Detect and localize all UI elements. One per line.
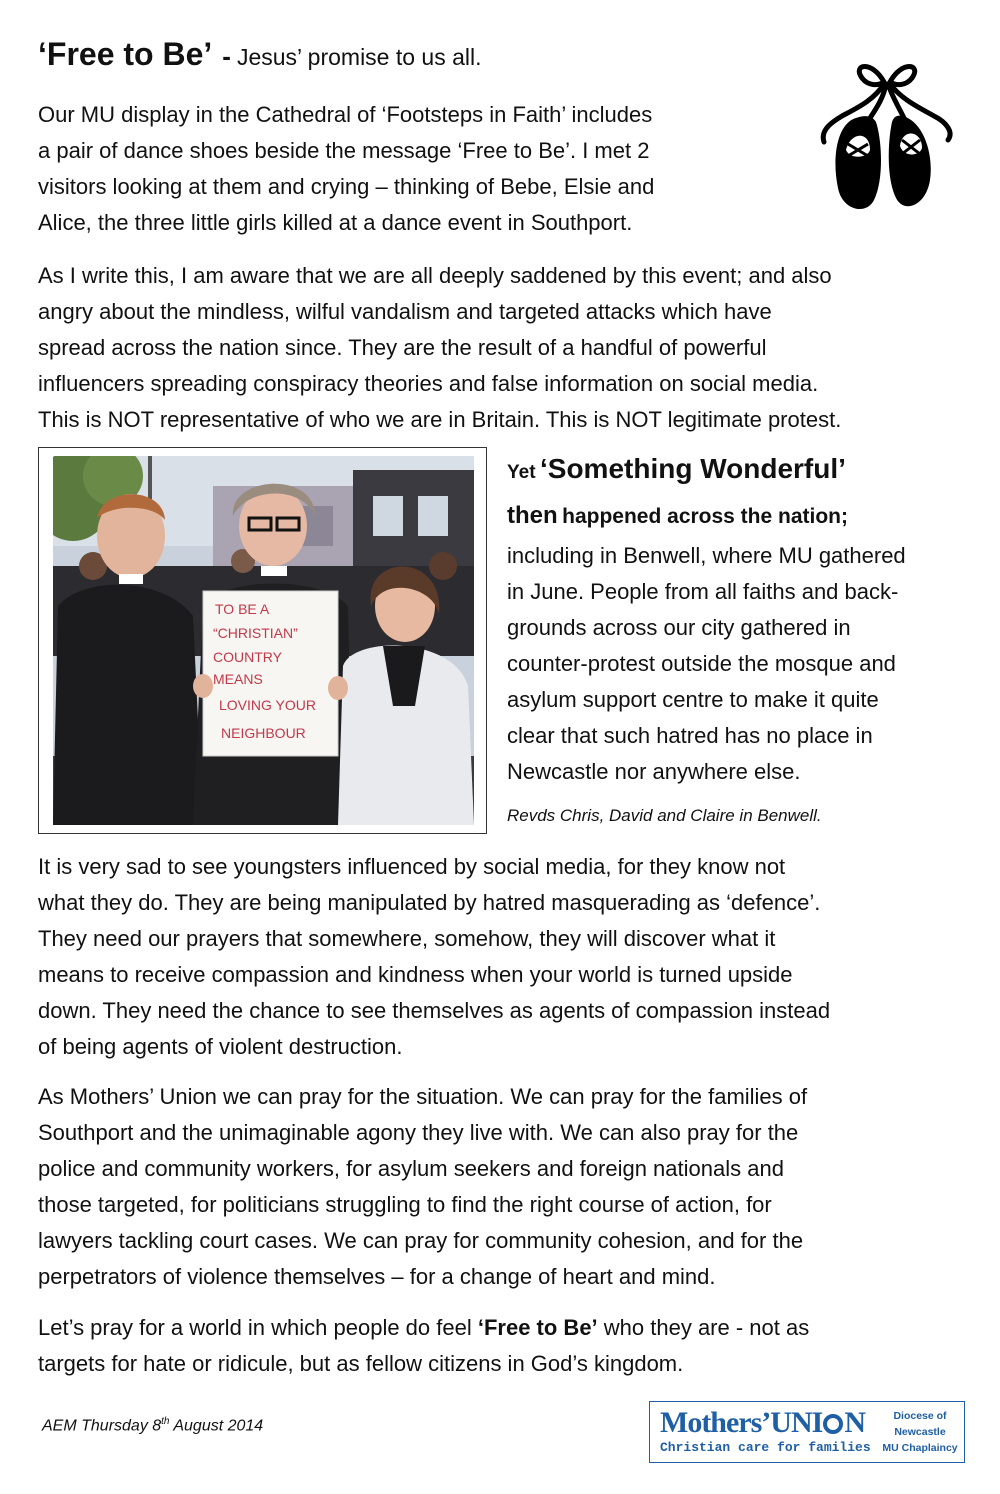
sidebar-line: counter-protest outside the mosque and [507,651,896,676]
footer-date [42,1416,263,1435]
closing-text: Let’s pray for a world in which people do feel [38,1315,478,1340]
intro-line: a pair of dance shoes beside the message ‘Free to Be’. I met 2 [38,138,650,163]
body-line: They need our prayers that somewhere, somehow, they will discover what it [38,926,776,951]
body-line: angry about the mindless, wilful vandalism and targeted attacks which have [38,299,772,324]
sidebar-line: Newcastle nor anywhere else. [507,759,801,784]
intro-line: Our MU display in the Cathedral of ‘Footsteps in Faith’ includes [38,102,653,127]
intro-line: visitors looking at them and crying – thinking of Bebe, Elsie and [38,174,655,199]
heading-rest: happened across the nation; [562,505,849,528]
paragraph-prayer [38,1079,807,1295]
sign-line: COUNTRY [213,649,282,665]
sign-line: “CHRISTIAN” [213,625,298,641]
intro-line: Alice, the three little girls killed at a dance event in Southport. [38,210,633,235]
body-line: lawyers tackling court cases. We can pray for community cohesion, and for the [38,1228,804,1253]
body-line: It is very sad to see youngsters influenced by social media, for they know not [38,854,786,879]
sidebar-heading-line1 [507,453,846,485]
photo-frame [38,447,487,834]
sidebar-paragraph [507,538,906,790]
body-line: what they do. They are being manipulated by hatred masquerading as ‘defence’. [38,890,821,915]
body-line: those targeted, for politicians struggling to find the right course of action, for [38,1192,772,1217]
logo-word-left: Mothers’ [660,1406,771,1439]
sign-line: TO BE A [215,601,270,617]
title-subtitle: Jesus’ promise to us all. [236,44,482,70]
date-text: AEM Thursday 8 [42,1417,162,1435]
heading-then: then [507,502,558,529]
body-line: of being agents of violent destruction. [38,1034,403,1059]
date-suffix: th [161,1416,170,1427]
body-line: Southport and the unimaginable agony they live with. We can also pray for the [38,1120,799,1145]
body-line: As Mothers’ Union we can pray for the situation. We can pray for the families of [38,1084,808,1109]
closing-paragraph [38,1310,809,1382]
body-line: perpetrators of violence themselves – for a change of heart and mind. [38,1264,716,1289]
logo-word-right: N [844,1406,865,1439]
heading-something-wonderful: ‘Something Wonderful’ [539,453,846,484]
sidebar-line: including in Benwell, where MU gathered [507,543,906,568]
mothers-union-logo [649,1401,965,1463]
logo-diocese-line: Diocese of [893,1410,947,1422]
logo-diocese [878,1408,962,1456]
sidebar-line: clear that such hatred has no place in [507,723,873,748]
logo-tagline: Christian care for families [660,1440,871,1455]
title-dash: - [222,41,231,71]
page-title [38,36,482,73]
photo-caption: Revds Chris, David and Claire in Benwell. [507,806,822,825]
sidebar-line: in June. People from all faiths and back- [507,579,899,604]
body-line: As I write this, I am aware that we are all deeply saddened by this event; and also [38,263,832,288]
body-line: This is NOT representative of who we are in Britain. This is NOT legitimate protest. [38,407,842,432]
sign-line: LOVING YOUR [219,697,316,713]
date-text: August 2014 [169,1417,264,1435]
logo-word-mid: UNI [770,1406,823,1439]
heading-yet: Yet [507,462,536,483]
closing-line: targets for hate or ridicule, but as fellow citizens in God’s kingdom. [38,1351,684,1376]
closing-text: who they are - not as [597,1315,810,1340]
ballet-shoes-icon [812,60,962,220]
body-line: spread across the nation since. They are the result of a handful of powerful [38,335,767,360]
sidebar-line: grounds across our city gathered in [507,615,851,640]
logo-ring-icon [823,1414,843,1434]
title-main: ‘Free to Be’ [38,36,213,72]
logo-diocese-line: MU Chaplaincy [882,1442,958,1454]
closing-line [38,1310,809,1346]
paragraph-vandalism [38,258,841,438]
sidebar-heading-line2 [507,502,848,530]
logo-wordmark [660,1406,865,1440]
benwell-photo [53,456,474,825]
sidebar-line: asylum support centre to make it quite [507,687,879,712]
sign-line: NEIGHBOUR [221,725,306,741]
body-line: means to receive compassion and kindness when your world is turned upside [38,962,793,987]
body-line: down. They need the chance to see themselves as agents of compassion instead [38,998,831,1023]
body-line: influencers spreading conspiracy theories and false information on social media. [38,371,819,396]
intro-paragraph [38,97,654,241]
closing-emphasis: ‘Free to Be’ [477,1315,598,1340]
logo-diocese-line: Newcastle [894,1426,946,1438]
paragraph-youngsters [38,849,830,1065]
body-line: police and community workers, for asylum seekers and foreign nationals and [38,1156,784,1181]
sign-line: MEANS [213,671,263,687]
